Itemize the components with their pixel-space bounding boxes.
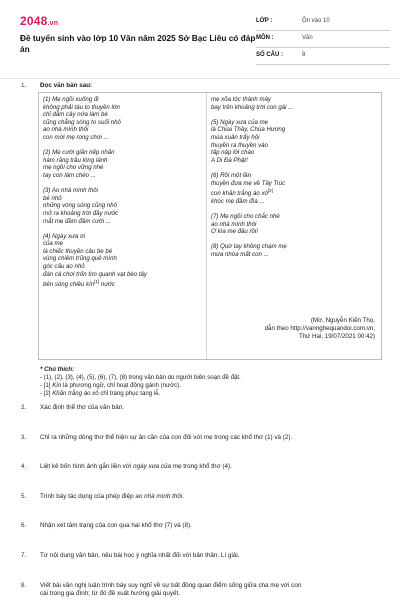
poem-line: mùa xuân trẩy hội: [211, 133, 260, 141]
poem-line: khóc mẹ đầm đìa ...: [211, 197, 265, 205]
question-3-text: [40, 434, 385, 442]
question-number: 2.: [21, 404, 27, 411]
poem-line: mẹ ngồi cho vững nhé: [43, 164, 104, 172]
poem-line: con mời mẹ rong chơi ...: [43, 133, 109, 141]
meta-value: Ôn vào 10: [302, 18, 330, 24]
question-4-text: [40, 463, 385, 471]
meta-table: [256, 14, 390, 65]
text-segment: đối với: [181, 434, 204, 441]
poem-line: không phải tàu to thuyền lớn: [43, 103, 120, 111]
poem-stanza: [211, 213, 379, 236]
poem-line: đàn cá chơi trốn tìm quanh vạt bèo tây: [43, 270, 147, 278]
poem-line: (7) Mẹ ngồi cho chắc nhé: [211, 212, 280, 220]
question-number: 5.: [21, 493, 27, 500]
poem-line: hàm răng trầu lóng lánh: [43, 156, 108, 164]
poem-line: (5) Ngày xưa của mẹ: [211, 118, 269, 126]
poem-line: (4) Ngày xưa ơi: [43, 232, 86, 240]
poem-line: ao nhà mình thôi: [43, 126, 89, 134]
poem-left-column: [43, 96, 205, 296]
poem-source: [265, 317, 375, 340]
question-number: 4.: [21, 463, 27, 470]
text-segment: Liệt kê bốn hình ảnh gắn liền với: [40, 463, 134, 470]
poem-stanza: [211, 119, 379, 165]
question-number: 1.: [21, 82, 27, 89]
emphasis-text: con: [171, 434, 182, 441]
poem-line: A Di Đà Phật!: [211, 156, 248, 164]
note-term: Kín: [52, 382, 62, 389]
note-text: là phương ngữ, chỉ hoạt động gánh (nước).: [61, 382, 181, 389]
poem-stanza: [43, 96, 205, 142]
text-segment: trong các khổ thơ (1) và (2).: [212, 434, 293, 441]
poem-line: (6) Rồi một lần: [211, 171, 251, 179]
text-segment: Chỉ ra những dòng thơ thể hiện sự ân cần của: [40, 434, 172, 441]
note-line: [40, 382, 380, 390]
source-line[interactable]: dẫn theo http://vannghequandoi.com.vn,: [264, 324, 375, 332]
footnote-marker: [2]: [267, 188, 273, 194]
meta-label: SỐ CÂU :: [256, 52, 283, 58]
notes-title: * Chú thích:: [40, 366, 75, 373]
question-line: cái trong gia đình; từ đó đề xuất hướng giải quyết.: [40, 590, 180, 597]
poem-line: cũng chẳng sóng to suối nhỏ: [43, 118, 121, 126]
notes-section: [40, 366, 380, 398]
poem-line: bên sóng chiều kín[1] nước: [43, 279, 115, 289]
emphasis-text: ao nhà mình thôi: [135, 493, 183, 500]
poem-line: mưa nhòa mất con ...: [211, 250, 269, 258]
poem-line: mở ra khoảng trời đầy nước: [43, 209, 119, 217]
poem-line: vùng chiêm trũng quê mình: [43, 255, 117, 263]
poem-line: bé nhỏ: [43, 194, 62, 202]
meta-label: MÔN :: [256, 35, 274, 41]
emphasis-text: ngày xưa của mẹ: [133, 463, 182, 470]
poem-stanza: [43, 233, 205, 289]
question-line: Viết bài văn nghị luận trình bày suy nghĩ về sự bất đồng quan điểm sống giữa cha mẹ với con: [40, 582, 302, 589]
poem-stanza: [211, 172, 379, 205]
note-line: [40, 390, 380, 398]
poem-line: tay con làm chèo ...: [43, 171, 96, 179]
note-text: chỉ trang phục tang lễ.: [98, 390, 161, 397]
poem-line: là Chùa Thầy, Chùa Hương: [211, 126, 286, 134]
meta-row-class: [256, 14, 390, 31]
poem-line: (2) Mẹ cười giãn nếp nhăn: [43, 149, 115, 157]
poem-box: [38, 92, 382, 360]
logo-text: 2048: [20, 14, 48, 28]
poem-line: thuyền ra thuyền vào: [211, 141, 268, 149]
note-prefix: - [1]: [40, 382, 53, 389]
question-5-text: [40, 493, 385, 501]
poem-line: bay trên khoảng trời con gái ...: [211, 103, 294, 111]
poem-line: mắt mẹ đầm đầm cười ...: [43, 217, 111, 225]
poem-line: những vòng sóng cũng nhỏ: [43, 202, 117, 210]
question-number: 3.: [21, 434, 27, 441]
poem-line: góc cấu ao nhỏ: [43, 263, 85, 271]
text-segment: trong khổ thơ (4).: [181, 463, 232, 470]
poem-line: chỉ dăm cây nứa làm bè: [43, 111, 108, 119]
meta-value: 8: [302, 52, 306, 58]
question-8-text: [40, 582, 385, 598]
question-number: 7.: [21, 552, 27, 559]
poem-line: (8) Quờ tay không chạm mẹ: [211, 243, 287, 251]
poem-line: (1) Mẹ ngồi xuống đi: [43, 96, 99, 103]
poem-line: Ơ kìa mẹ đâu rồi!: [211, 228, 258, 236]
site-logo[interactable]: [20, 14, 58, 28]
meta-label: LỚP :: [256, 18, 273, 24]
question-2-text: Xác định thể thơ của văn bản.: [40, 404, 124, 411]
poem-line: ao nhà mình thôi: [211, 220, 257, 228]
poem-stanza: [211, 96, 379, 111]
poem-stanza: [43, 149, 205, 179]
meta-value: Văn: [302, 35, 313, 41]
note-prefix: - [2]: [40, 390, 53, 397]
poem-line: con khăn trắng áo xô[2]: [211, 188, 273, 198]
question-number: 6.: [21, 522, 27, 529]
emphasis-text: mẹ: [203, 434, 213, 441]
poem-column-divider: [206, 93, 207, 359]
poem-line: (3) Ao nhà mình thôi: [43, 187, 98, 195]
question-1-title: Đọc văn bản sau:: [40, 82, 93, 89]
poem-line: của mẹ: [43, 240, 63, 248]
text-segment: .: [182, 493, 185, 500]
poem-line: thuyền đưa mẹ về Tây Trúc: [211, 179, 286, 187]
poem-stanza: [211, 243, 379, 258]
header-divider: [0, 78, 400, 79]
poem-line: mẹ xõa tóc thành mây: [211, 96, 271, 103]
poem-line: là chiếc thuyền câu be bé: [43, 247, 113, 255]
question-6-text: Nhận xét tâm trạng của con qua hai khổ thơ (7) và (8).: [40, 522, 192, 529]
note-line: - (1), (2), (3), (4), (5), (6), (7), (8) trong văn bản do người biên soạn đề đặt.: [40, 374, 241, 381]
question-number: 8.: [21, 582, 27, 589]
poem-stanza: [43, 187, 205, 225]
meta-row-count: [256, 48, 390, 65]
source-line: Thứ Hai, 19/07/2021 00:42): [298, 332, 375, 340]
question-7-text: Từ nội dung văn bản, nêu bài học ý nghĩa nhất đối với bản thân. Lí giải.: [40, 552, 240, 559]
source-line: (Mơ, Nguyễn Kiến Thọ,: [310, 317, 375, 324]
text-segment: Trình bày tác dụng của phép điệp: [40, 493, 136, 500]
footnote-marker: [1]: [94, 279, 100, 285]
note-term: Khăn trắng áo xô: [52, 390, 99, 397]
poem-line: tấp nập lời chào: [211, 149, 255, 157]
meta-row-subject: [256, 31, 390, 48]
poem-right-column: [211, 96, 379, 266]
document-title: Đề tuyển sinh vào lớp 10 Văn năm 2025 Sở Bạc Liêu có đáp án: [20, 33, 256, 54]
logo-suffix: .vn: [47, 20, 59, 27]
document-header: [20, 14, 390, 74]
